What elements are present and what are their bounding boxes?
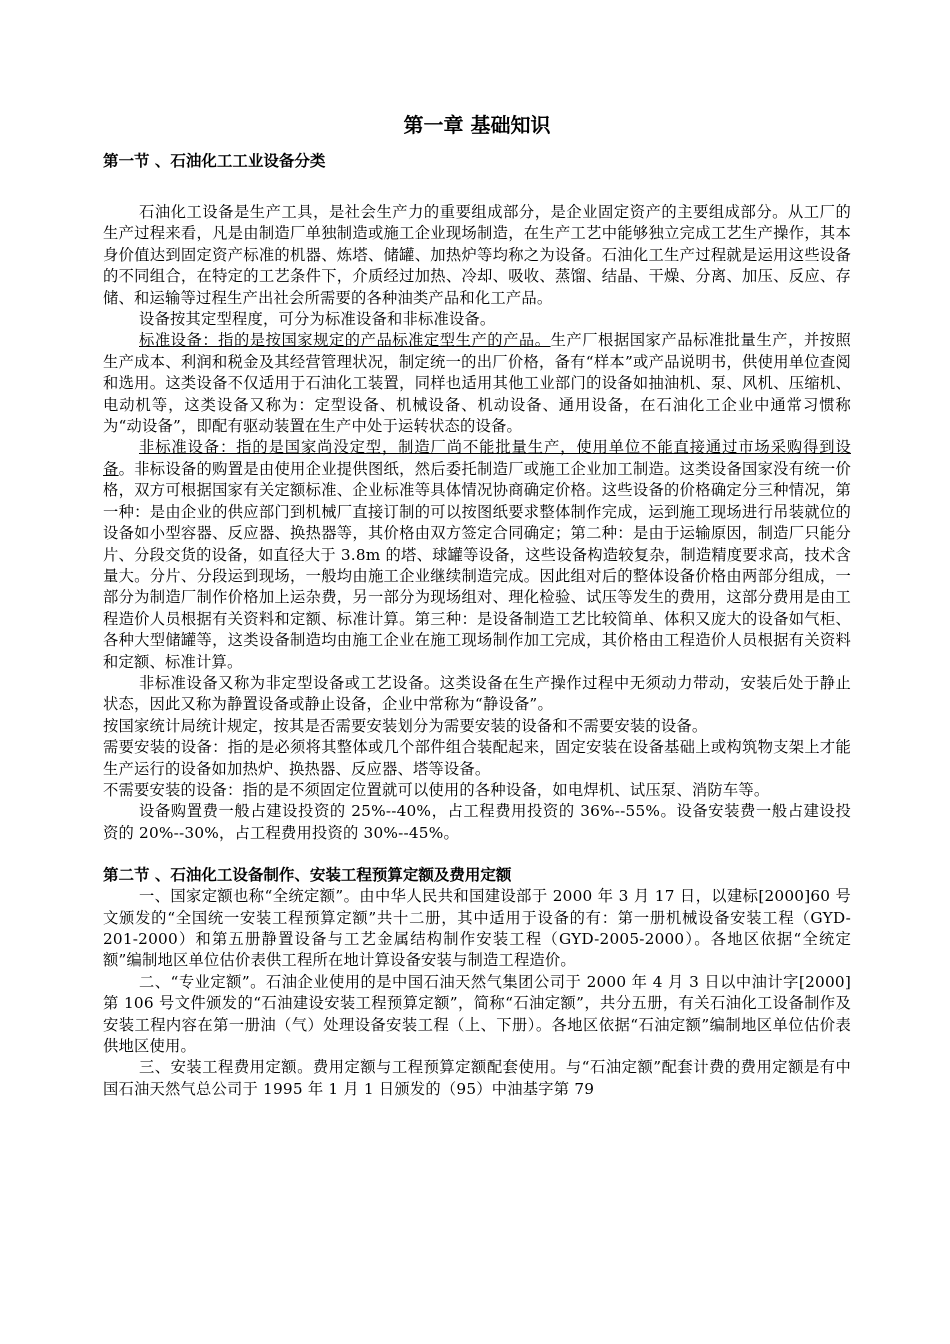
section-1-paragraph-2: 设备按其定型程度，可分为标准设备和非标准设备。 xyxy=(139,310,496,329)
section-2-paragraph-2: 二、“专业定额”。石油企业使用的是中国石油天然气集团公司于 2000 年 4 月 3 日以中油计字[2000]第 106 号文件颁发的“石油建设安装工程预算定额”，简称“石油定额”，共分五册，有关石油化工设备制作及安装工程内容在第一册油（气）处理设备安装工程（上、下册）。各地区依据“石油定额”编制地区单位估价表供地区使用。 xyxy=(103,972,851,1056)
section-1-paragraph-5: 非标准设备又称为非定型设备或工艺设备。这类设备在生产操作过程中无须动力带动，安装后处于静止状态，因此又称为静置设备或静止设备，企业中常称为“静设备”。 xyxy=(103,673,851,714)
section-1-paragraph-6: 按国家统计局统计规定，按其是否需要安装划分为需要安装的设备和不需要安装的设备。 xyxy=(103,716,708,735)
section-1-paragraph-3 xyxy=(103,330,851,437)
section-1-paragraph-7: 需要安装的设备：指的是必须将其整体或几个部件组合装配起来，固定安装在设备基础上或构筑物支架上才能生产运行的设备如加热炉、换热器、反应器、塔等设备。 xyxy=(103,738,851,778)
nonstandard-equipment-definition: 非标准设备：指的是国家尚没定型，制造厂尚不能批量生产，使用单位不能直接通过市场采购得到设备 xyxy=(103,438,851,478)
nonstandard-equipment-description: 。非标设备的购置是由使用企业提供图纸，然后委托制造厂或施工企业加工制造。这类设备国家没有统一价格，双方可根据国家有关定额标准、企业标准等具体情况协商确定价格。这些设备的价格确定分三种情况，第一种：是由企业的供应部门到机械厂直接订制的可以按图纸要求整体制作完成，运到施工现场进行吊装就位的设备如小型容器、反应器、换热器等，其价格由双方签定合同确定；第二种：是由于运输原因，制造厂只能分片、分段交货的设备，如直径大于 3.8m 的塔、球罐等设备，这些设备构造较复杂，制造精度要求高，技术含量大。分片、分段运到现场，一般均由施工企业继续制造完成。因此组对后的整体设备价格由两部分组成，一部分为制造厂制作价格加上运杂费，另一部分为现场组对、理化检验、试压等发生的费用，这部分费用是由工程造价人员根据有关资料和定额、标准计算。第三种：是设备制造工艺比较简单、体积又庞大的设备如气柜、各种大型储罐等，这类设备制造均由施工企业在施工现场制作加工完成，其价格由工程造价人员根据有关资料和定额、标准计算。 xyxy=(103,459,852,671)
section-2-paragraph-1: 一、国家定额也称“全统定额”。由中华人民共和国建设部于 2000 年 3 月 17 日，以建标[2000]60 号文颁发的“全国统一安装工程预算定额”共十二册，其中适用于设备的有：第一册机械设备安装工程（GYD-201-2000）和第五册静置设备与工艺金属结构制作安装工程（GYD-2005-2000）。各地区依据“全统定额”编制地区单位估价表供工程所在地计算设备安装与制造工程造价。 xyxy=(103,887,851,970)
section-1-paragraph-8: 不需要安装的设备：指的是不须固定位置就可以使用的各种设备，如电焊机、试压泵、消防车等。 xyxy=(103,780,770,799)
section-1-title: 第一节 、石油化工工业设备分类 xyxy=(103,152,326,170)
section-1-paragraph-1: 石油化工设备是生产工具，是社会生产力的重要组成部分，是企业固定资产的主要组成部分。从工厂的生产过程来看，凡是由制造厂单独制造或施工企业现场制造，在生产工艺中能够独立完成工艺生产操作，其本身价值达到固定资产标准的机器、炼塔、储罐、加热炉等均称之为设备。石油化工生产过程就是运用这些设备的不同组合，在特定的工艺条件下，介质经过加热、冷却、吸收、蒸馏、结晶、干燥、分离、加压、反应、存储、和运输等过程生产出社会所需要的各种油类产品和化工产品。 xyxy=(103,203,851,307)
section-2-paragraph-3: 三、安装工程费用定额。费用定额与工程预算定额配套使用。与“石油定额”配套计费的费用定额是有中国石油天然气总公司于 1995 年 1 月 1 日颁发的（95）中油基字第 79 xyxy=(103,1058,851,1098)
document-page xyxy=(103,108,851,1100)
standard-equipment-description: 生产厂根据国家产品标准批量生产，并按照生产成本、利润和税金及其经营管理状况，制定统一的出厂价格，备有“样本”或产品说明书，供使用单位查阅和选用。这类设备不仅适用于石油化工装置，同样也适用其他工业部门的设备如抽油机、泵、风机、压缩机、电动机等，这类设备又称为：定型设备、机械设备、机动设备、通用设备，在石油化工企业中通常习惯称为“动设备”，即配有驱动装置在生产中处于运转状态的设备。 xyxy=(103,331,851,436)
standard-equipment-definition: 标准设备：指的是按国家规定的产品标准定型生产的产品。 xyxy=(139,331,551,350)
section-2-title: 第二节 、石油化工设备制作、安装工程预算定额及费用定额 xyxy=(103,866,512,885)
chapter-title: 第一章 基础知识 xyxy=(403,113,551,137)
section-1-paragraph-9: 设备购置费一般占建设投资的 25%--40%，占工程费用投资的 36%--55%。设备安装费一般占建设投资的 20%--30%，占工程费用投资的 30%--45%。 xyxy=(103,802,851,842)
section-1-paragraph-4 xyxy=(103,437,851,672)
